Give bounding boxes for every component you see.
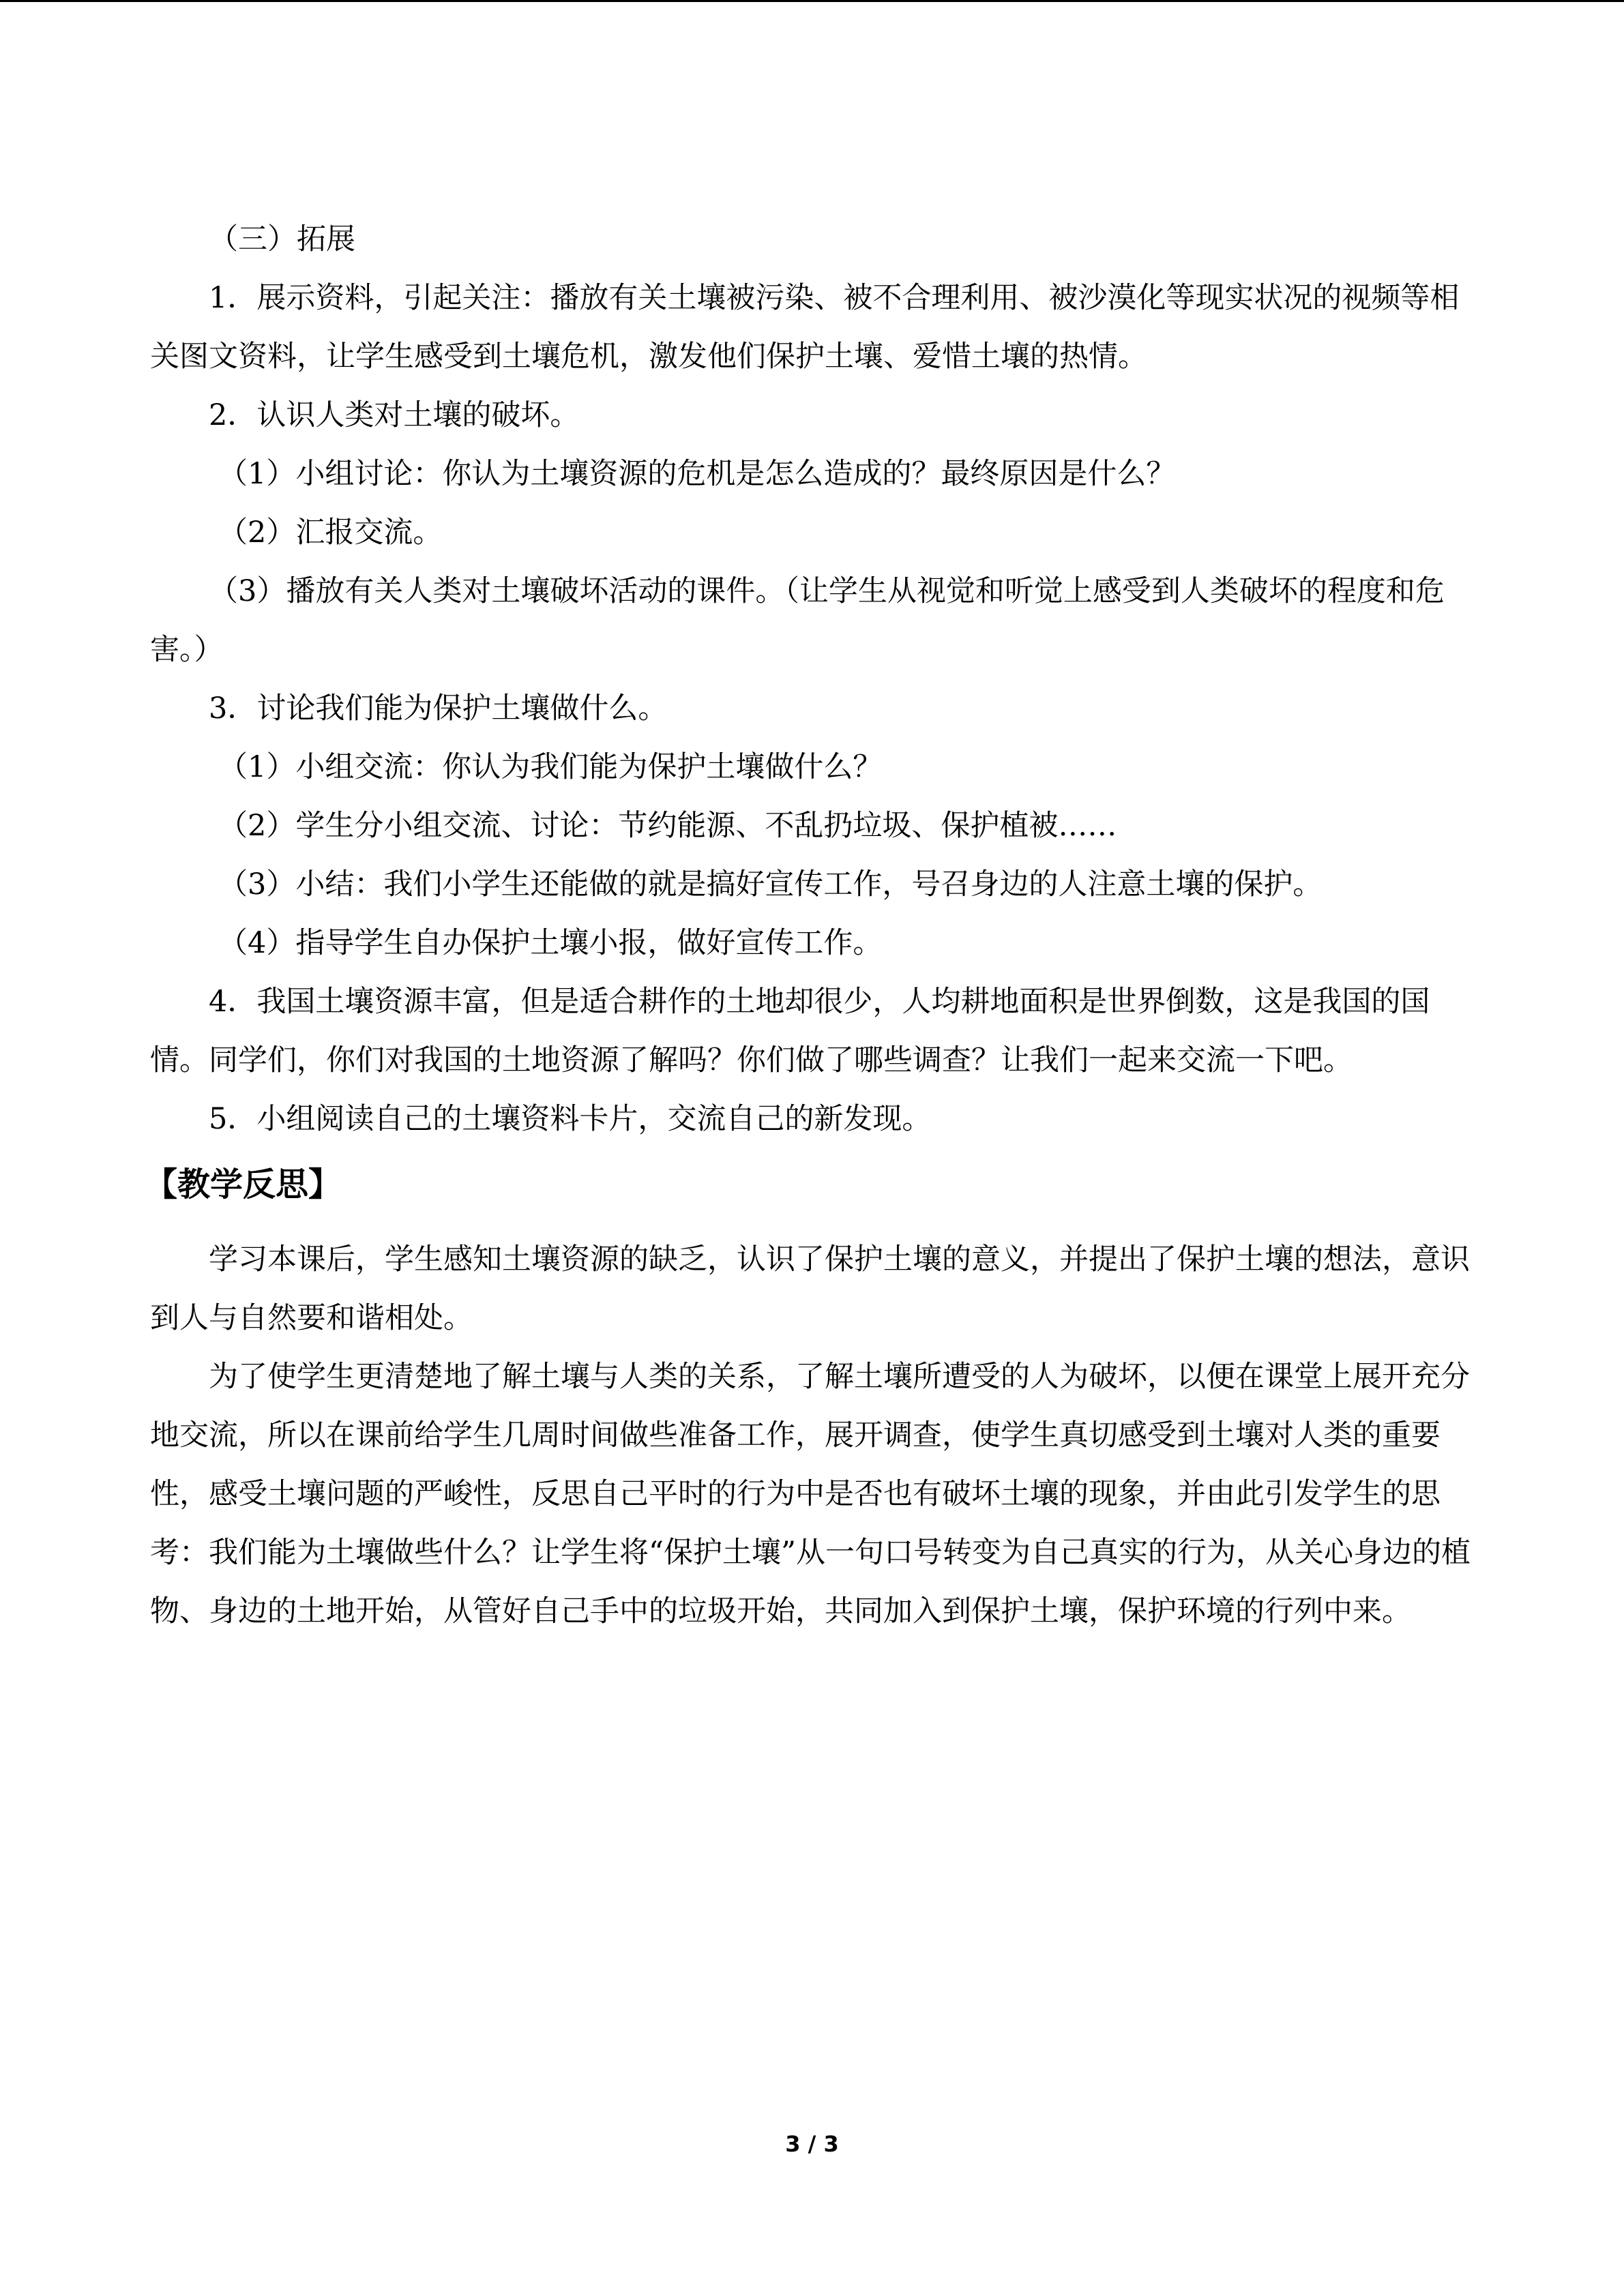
item-3-3: （3）小结：我们小学生还能做的就是搞好宣传工作，号召身边的人注意土壤的保护。 (218, 867, 1323, 901)
item-4: 4．我国土壤资源丰富，但是适合耕作的土地却很少，人均耕地面积是世界倒数，这是我国的国情。同学们，你们对我国的土地资源了解吗？你们做了哪些调查？让我们一起来交流一下吧。 (150, 985, 1430, 1077)
item-2-2: （2）汇报交流。 (218, 516, 443, 550)
item-3-2: （2）学生分小组交流、讨论：节约能源、不乱扔垃圾、保护植被…… (218, 809, 1117, 843)
section-title: （三）拓展 (209, 222, 355, 256)
page-number: 3 / 3 (785, 2131, 839, 2157)
reflection-heading: 【教学反思】 (145, 1165, 342, 1204)
item-2-3: （3）播放有关人类对土壤破坏活动的课件。（让学生从视觉和听觉上感受到人类破坏的程度和危害。） (150, 574, 1445, 667)
item-2: 2．认识人类对土壤的破坏。 (209, 398, 580, 432)
item-5: 5．小组阅读自己的土壤资料卡片，交流自己的新发现。 (209, 1102, 932, 1136)
top-border-line (0, 0, 1624, 2)
item-3-1: （1）小组交流：你认为我们能为保护土壤做什么？ (218, 750, 883, 784)
item-1: 1．展示资料，引起关注：播放有关土壤被污染、被不合理利用、被沙漠化等现实状况的视频等相关图文资料，让学生感受到土壤危机，激发他们保护土壤、爱惜土壤的热情。 (150, 281, 1460, 374)
reflection-paragraph-1: 学习本课后，学生感知土壤资源的缺乏，认识了保护土壤的意义，并提出了保护土壤的想法，意识到人与自然要和谐相处。 (150, 1242, 1470, 1335)
item-2-1: （1）小组讨论：你认为土壤资源的危机是怎么造成的？最终原因是什么？ (218, 457, 1176, 491)
reflection-paragraph-2: 为了使学生更清楚地了解土壤与人类的关系，了解土壤所遭受的人为破坏，以便在课堂上展开充分地交流，所以在课前给学生几周时间做些准备工作，展开调查，使学生真切感受到土壤对人类的重要性，感受土壤问题的严峻性，反思自己平时的行为中是否也有破坏土壤的现象，并由此引发学生的思考：我们能为土壤做些什么？让学生将“保护土壤”从一句口号转变为自己真实的行为，从关心身边的植物、身边的土地开始，从管好自己手中的垃圾开始，共同加入到保护土壤，保护环境的行列中来。 (150, 1360, 1471, 1628)
item-3-4: （4）指导学生自办保护土壤小报，做好宣传工作。 (218, 926, 883, 960)
item-3: 3．讨论我们能为保护土壤做什么。 (209, 691, 668, 726)
document-body (145, 210, 1477, 1641)
